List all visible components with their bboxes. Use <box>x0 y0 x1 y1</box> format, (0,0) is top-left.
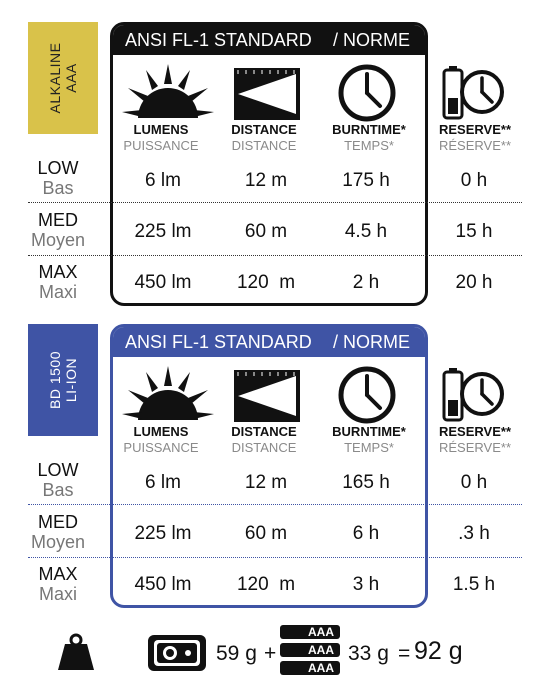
aaa-batteries-icon <box>280 625 342 677</box>
table-cell: 225 lm <box>134 523 192 544</box>
total-weight: 92 g <box>414 637 463 665</box>
row-divider <box>28 504 522 505</box>
battery-weight: 33 g <box>348 642 389 665</box>
sun-icon <box>120 62 200 122</box>
plus-sign: + <box>264 642 277 665</box>
standard-title: ANSI FL-1 STANDARD <box>125 332 312 352</box>
headlamp-icon <box>146 633 208 678</box>
row-max-label: MAX Maxi <box>38 262 78 302</box>
battery-type-tag <box>28 324 98 436</box>
table-cell: 165 h <box>342 472 390 493</box>
battery-type-line2: AAA <box>63 63 79 93</box>
table-cell: 225 lm <box>134 221 192 242</box>
battery-type-line1: BD 1500 <box>47 351 63 409</box>
clock-icon <box>336 62 416 122</box>
column-reserve-label: RESERVE** RÉSERVE** <box>438 122 511 153</box>
spec-section-liion <box>0 324 550 614</box>
table-header <box>113 25 425 55</box>
row-low-label: LOW Bas <box>37 158 79 198</box>
table-header <box>113 327 425 357</box>
column-burntime-label: BURNTIME* TEMPS* <box>332 424 406 455</box>
column-distance-label: DISTANCE DISTANCE <box>231 424 297 455</box>
table-cell: 15 h <box>455 221 493 242</box>
weight-footer <box>0 620 550 680</box>
clock-icon <box>336 364 416 424</box>
row-med-label: MED Moyen <box>30 512 86 552</box>
spec-section-alkaline <box>0 22 550 312</box>
column-distance-label: DISTANCE DISTANCE <box>231 122 297 153</box>
row-max-label: MAX Maxi <box>38 564 78 604</box>
table-cell: 6 lm <box>145 472 181 493</box>
table-cell: 120 m <box>236 574 296 595</box>
table-cell: 60 m <box>244 523 288 544</box>
battery-clock-icon <box>438 364 518 424</box>
table-cell: .3 h <box>458 523 490 544</box>
sun-icon <box>120 364 200 424</box>
table-cell: 175 h <box>342 170 390 191</box>
norme-title: / NORME <box>333 30 411 50</box>
aaa-battery-label: AAA <box>308 625 334 639</box>
equals-sign: = <box>398 642 411 665</box>
table-cell: 12 m <box>244 170 288 191</box>
column-burntime-label: BURNTIME* TEMPS* <box>332 122 406 153</box>
row-divider <box>28 255 522 256</box>
column-lumens-label: LUMENS PUISSANCE <box>123 424 199 455</box>
aaa-battery-label: AAA <box>308 643 334 657</box>
table-cell: 12 m <box>244 472 288 493</box>
table-cell: 0 h <box>460 170 488 191</box>
norme-title: / NORME <box>333 332 411 352</box>
headlamp-weight: 59 g <box>216 642 257 665</box>
row-divider <box>28 202 522 203</box>
table-cell: 0 h <box>460 472 488 493</box>
table-cell: 6 h <box>352 523 380 544</box>
aaa-battery-label: AAA <box>308 661 334 675</box>
battery-type-tag <box>28 22 98 134</box>
table-cell: 4.5 h <box>344 221 388 242</box>
table-cell: 450 lm <box>134 272 192 293</box>
table-cell: 6 lm <box>145 170 181 191</box>
battery-clock-icon <box>438 62 518 122</box>
table-cell: 450 lm <box>134 574 192 595</box>
beam-distance-icon <box>232 62 312 122</box>
beam-distance-icon <box>232 364 312 424</box>
table-cell: 120 m <box>236 272 296 293</box>
table-cell: 2 h <box>352 272 380 293</box>
column-reserve-label: RESERVE** RÉSERVE** <box>438 424 511 455</box>
column-lumens-label: LUMENS PUISSANCE <box>123 122 199 153</box>
row-low-label: LOW Bas <box>37 460 79 500</box>
battery-type-line2: LI-ION <box>63 357 79 403</box>
table-cell: 60 m <box>244 221 288 242</box>
table-cell: 3 h <box>352 574 380 595</box>
weight-icon <box>56 632 96 677</box>
row-med-label: MED Moyen <box>30 210 86 250</box>
row-divider <box>28 557 522 558</box>
battery-type-line1: ALKALINE <box>47 42 63 114</box>
table-cell: 1.5 h <box>452 574 496 595</box>
table-cell: 20 h <box>455 272 493 293</box>
standard-title: ANSI FL-1 STANDARD <box>125 30 312 50</box>
